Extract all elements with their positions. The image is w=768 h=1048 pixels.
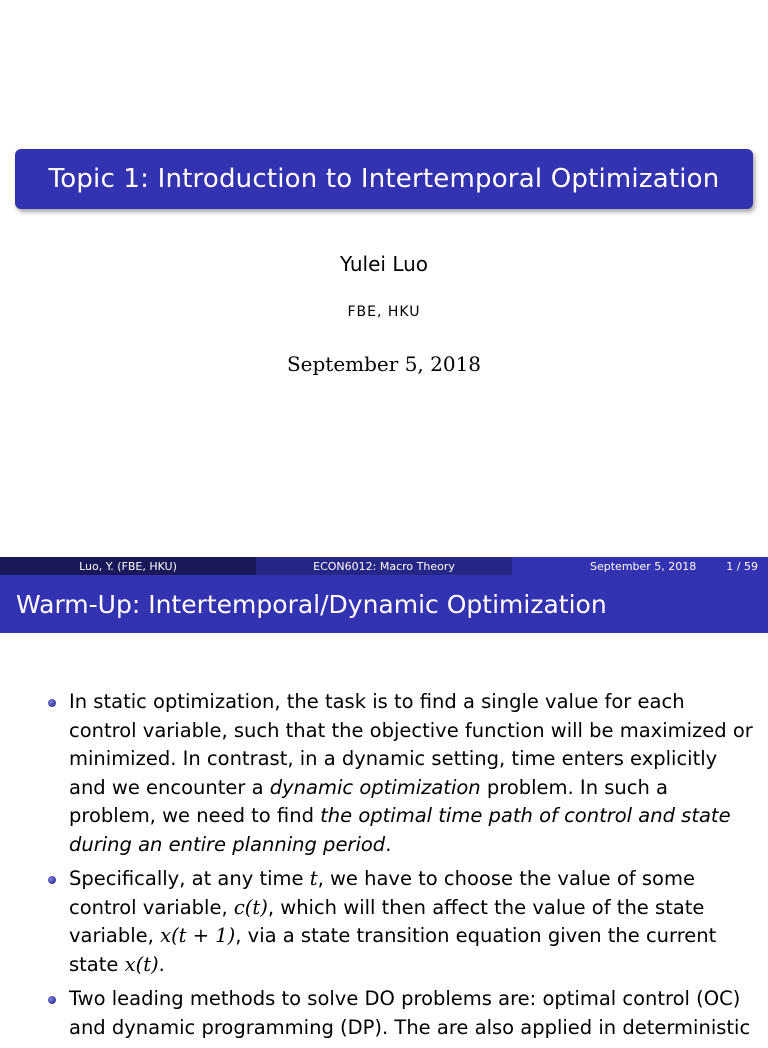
slide-content bbox=[48, 688, 753, 1048]
institution: FBE, HKU bbox=[347, 304, 421, 320]
bullet-item bbox=[48, 865, 753, 979]
footer-author bbox=[0, 557, 256, 575]
title-box bbox=[15, 149, 753, 209]
footer-page-number: 1 / 59 bbox=[726, 559, 758, 573]
bullet-text: Specifically, at any time bbox=[69, 867, 310, 890]
bullet-item bbox=[48, 688, 753, 859]
presentation-date: September 5, 2018 bbox=[286, 352, 482, 376]
math-expression: c(t) bbox=[233, 895, 268, 919]
bullet-text: , we have to choose the value of some control variable, bbox=[69, 867, 695, 919]
bullet-text: . bbox=[385, 832, 392, 856]
emphasis-text: the optimal time path of control and state during an entire planning period bbox=[69, 804, 731, 856]
slide-title: Warm-Up: Intertemporal/Dynamic Optimization bbox=[0, 575, 768, 633]
footer-course bbox=[256, 557, 512, 575]
author-name: Yulei Luo bbox=[339, 252, 429, 276]
math-expression: t bbox=[309, 867, 318, 890]
bullet-icon bbox=[48, 996, 56, 1004]
footer-date: September 5, 2018 bbox=[590, 559, 697, 573]
bullet-icon bbox=[48, 876, 56, 884]
bullet-text: . bbox=[158, 952, 165, 976]
footer-author-text: Luo, Y. (FBE, HKU) bbox=[79, 559, 177, 573]
math-expression: x(t) bbox=[124, 952, 159, 976]
emphasis-text: dynamic optimization bbox=[269, 775, 481, 799]
presentation-title: Topic 1: Introduction to Intertemporal Optimization bbox=[48, 164, 720, 194]
slide-footer bbox=[0, 557, 768, 575]
footer-course-text: ECON6012: Macro Theory bbox=[313, 559, 455, 573]
bullet-text: In static optimization, the task is to find a single value for each control variable, such that the objective function will be maximized or minimized. In contrast, in a dynamic setting, time enters explicitly and we encounter a bbox=[69, 690, 753, 799]
bullet-text: problem. In such a problem, we need to find bbox=[69, 775, 668, 827]
bullet-text: , which will then affect the value of the state variable, bbox=[69, 895, 705, 947]
bullet-item bbox=[48, 985, 753, 1042]
bullet-text: Two leading methods to solve DO problems are: optimal control (OC) and dynamic programming (DP). The are also applied in deterministic bbox=[69, 987, 751, 1039]
math-expression: x(t + 1) bbox=[160, 924, 236, 947]
bullet-text: , via a state transition equation given the current state bbox=[69, 924, 717, 976]
footer-date-page bbox=[512, 557, 768, 575]
bullet-icon bbox=[48, 699, 56, 707]
